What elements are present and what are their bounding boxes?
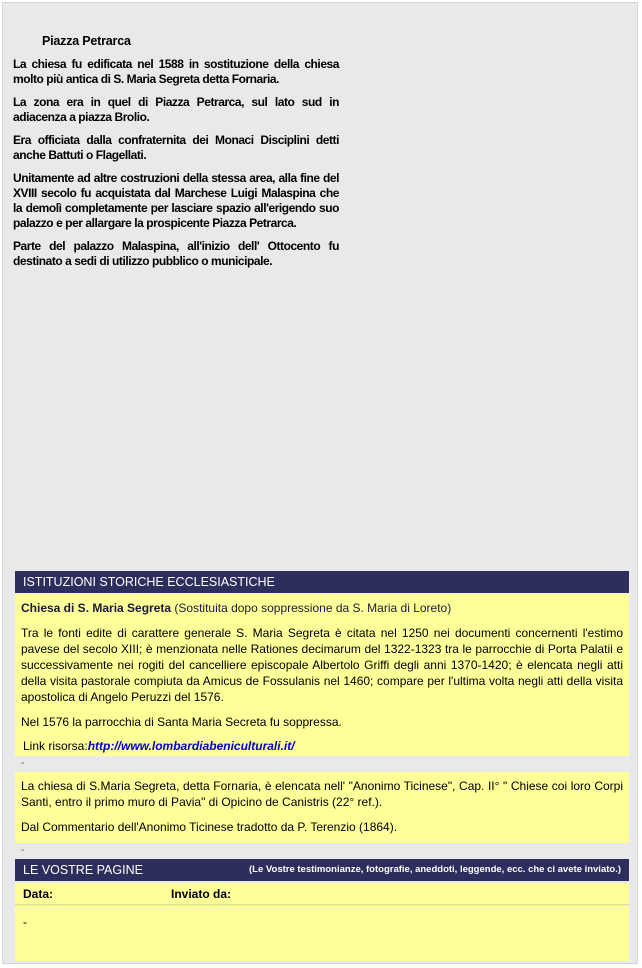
istituzioni-header: ISTITUZIONI STORICHE ECCLESIASTICHE xyxy=(15,571,629,593)
page-container xyxy=(2,2,638,964)
church-name: Chiesa di S. Maria Segreta xyxy=(21,601,172,615)
article-paragraph: La zona era in quel di Piazza Petrarca, sul lato sud in adiacenza a piazza Brolio. xyxy=(13,95,339,124)
link-label: Link risorsa: xyxy=(23,739,88,753)
separator: - xyxy=(21,845,25,856)
istituzioni-box xyxy=(15,594,629,756)
column-inviato-da: Inviato da: xyxy=(171,887,232,901)
article-title: Piazza Petrarca xyxy=(42,34,131,48)
pagine-subtitle: (Le Vostre testimonianze, fotografie, aneddoti, leggende, ecc. che ci avete inviato.) xyxy=(249,864,621,875)
link-risorsa xyxy=(21,738,623,754)
church-heading xyxy=(21,600,623,616)
column-data: Data: xyxy=(23,887,54,901)
lombardia-link[interactable]: http://www.lombardiabeniculturali.it/ xyxy=(87,739,295,753)
anonimo-text: Dal Commentario dell'Anonimo Ticinese tradotto da P. Terenzio (1864). xyxy=(21,820,398,834)
pagine-title: LE VOSTRE PAGINE xyxy=(23,863,143,877)
pagine-header xyxy=(15,859,629,881)
anonimo-box xyxy=(15,772,629,843)
article-paragraph: Era officiata dalla confraternita dei Monaci Disciplini detti anche Battuti o Flagellati. xyxy=(13,133,339,162)
separator: - xyxy=(21,758,25,769)
article-paragraph: Parte del palazzo Malaspina, all'inizio dell' Ottocento fu destinato a sedi di utilizzo pubblico o municipale. xyxy=(13,239,339,268)
istituzioni-text: Nel 1576 la parrocchia di Santa Maria Secreta fu soppressa. xyxy=(21,715,342,729)
article-paragraph: La chiesa fu edificata nel 1588 in sostituzione della chiesa molto più antica di S. Maria Segreta detta Fornaria. xyxy=(13,57,339,86)
istituzioni-text: Tra le fonti edite di carattere generale S. Maria Segreta è citata nel 1250 nei documenti concernenti l'estimo pavese del secolo XIII; è menzionata nelle Rationes decimarum del 1322-1323 tra le parrocchie di Porta Palatii e successivamente nei rogiti del cancelliere episcopale Albertolo Griffi degli anni 1370-1420; è elencata negli atti della visita pastorale compiuta da Amicus de Fossulanis nel 1460; compare per l'ultima volta negli atti della visita apostolica di Angelo Peruzzi del 1576. xyxy=(21,626,623,704)
church-note: (Sostituita dopo soppressione da S. Maria di Loreto) xyxy=(171,601,452,615)
pagine-table-header xyxy=(15,883,629,905)
empty-entry: - xyxy=(23,915,27,929)
article-piazza-petrarca xyxy=(13,34,339,277)
pagine-table-body xyxy=(15,906,629,961)
article-paragraph: Unitamente ad altre costruzioni della stessa area, alla fine del XVIII secolo fu acquistata dal Marchese Luigi Malaspina che la demolì completamente per lasciare spazio all'erigendo suo palazzo e per allargare la prospicente Piazza Petrarca. xyxy=(13,171,339,230)
anonimo-text: La chiesa di S.Maria Segreta, detta Fornaria, è elencata nell' "Anonimo Ticinese", Cap. II° " Chiese coi loro Corpi Santi, entro il primo muro di Pavia" di Opicino de Canistris (22° ref.). xyxy=(21,779,623,809)
